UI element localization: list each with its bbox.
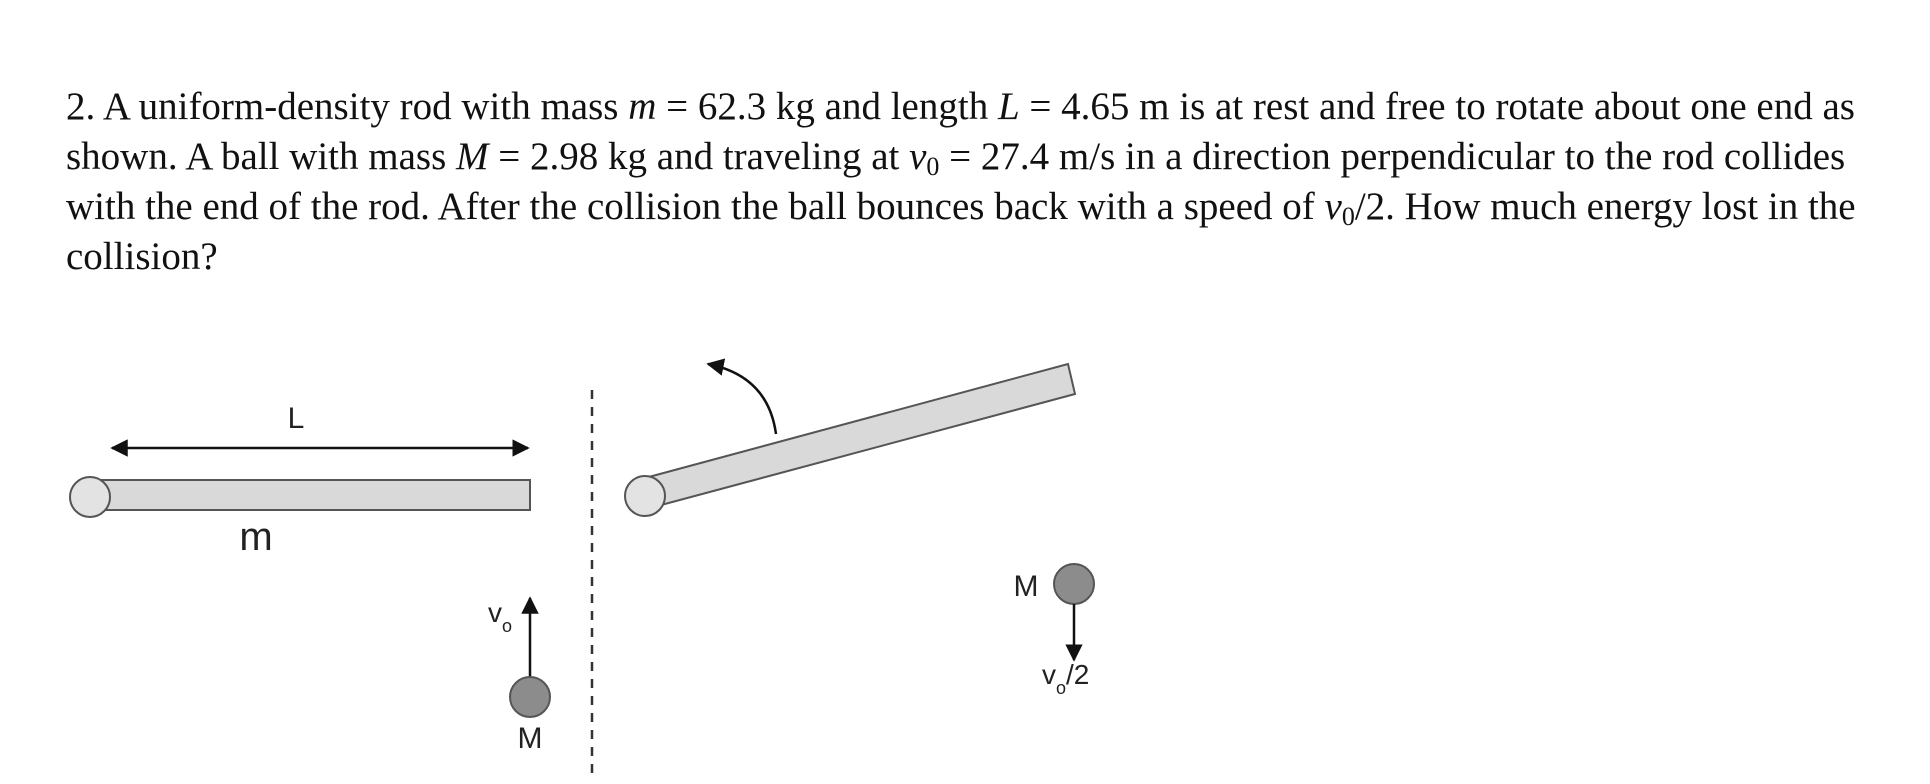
problem-text-segment: A uniform-density rod with mass: [95, 85, 629, 128]
problem-text: [66, 85, 1856, 278]
rebound-velocity-label: $v_o/2$: [1042, 659, 1090, 698]
math-subscript: 0: [1341, 202, 1355, 231]
math-symbol: v: [1324, 185, 1342, 228]
problem-text-segment: = 62.3 kg and length: [656, 85, 998, 128]
math-subscript: 0: [926, 152, 940, 181]
rotated-rod: [645, 364, 1075, 508]
math-symbol: L: [997, 85, 1020, 128]
length-label: L: [287, 402, 305, 435]
math-symbol: M: [456, 135, 489, 178]
ball-after-label: M: [1013, 570, 1039, 603]
rotation-arrow: [708, 364, 776, 434]
before-collision-panel: [70, 402, 550, 755]
after-collision-panel: [625, 364, 1094, 698]
problem-text-segment: /2. How much energy lost in the collision?: [66, 185, 1856, 278]
problem-statement: [66, 82, 1906, 282]
problem-text-segment: = 27.4 m/s in a direction perpendicular to the rod collides with the end of the rod. After the collision the ball bounces back with a speed of: [66, 135, 1846, 228]
problem-number: 2.: [66, 85, 96, 128]
ball-after: [1054, 564, 1094, 604]
incoming-velocity-label: $v_o$: [488, 597, 513, 636]
rod-mass-label: m: [239, 515, 273, 559]
ball-before-label: M: [517, 722, 543, 755]
problem-text-segment: = 4.65 m is at rest and free to rotate about one end as shown. A ball with mass: [66, 85, 1855, 178]
rotated-rod-pivot: [625, 476, 665, 516]
problem-text-segment: = 2.98 kg and traveling at: [488, 135, 910, 178]
ball-before: [510, 677, 550, 717]
math-symbol: v: [909, 135, 927, 178]
rod-pivot: [70, 477, 110, 517]
collision-diagram: [0, 330, 1930, 784]
math-symbol: m: [628, 85, 657, 128]
rod-at-rest: [90, 480, 530, 510]
